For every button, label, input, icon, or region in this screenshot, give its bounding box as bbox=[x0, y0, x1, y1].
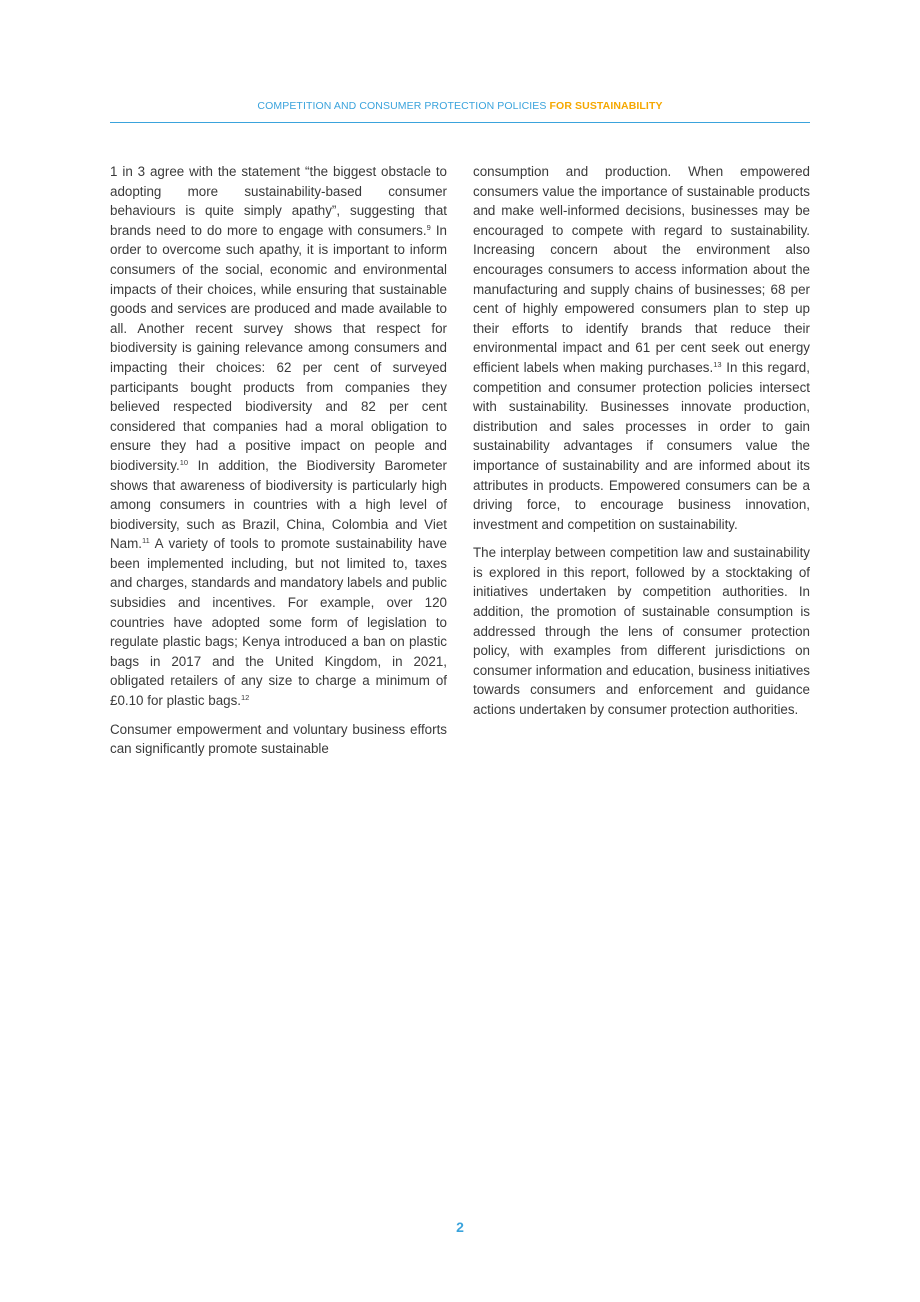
paragraph-text: In this regard, competition and consumer protection policies intersect with sustainability. Businesses innovate production, distribution and sales processes in order to gain sustainability advantages if consumers value the importance of sustainability and are informed about its attributes in products. Empowered consumers can be a driving force, to encourage business innovation, investment and competition on sustainability. bbox=[473, 359, 810, 532]
page-number: 2 bbox=[456, 1219, 464, 1235]
footnote-ref: 10 bbox=[179, 457, 189, 467]
paragraph-text: A variety of tools to promote sustainability have been implemented including, but not limited to, taxes and charges, standards and mandatory labels and public subsidies and incentives. For example, over 120 countries have adopted some form of legislation to regulate plastic bags; Kenya introduced a ban on plastic bags in 2017 and the United Kingdom, in 2021, obligated retailers of any size to charge a minimum of £0.10 for plastic bags. bbox=[110, 536, 447, 709]
paragraph: Consumer empowerment and voluntary business efforts can significantly promote sustainable bbox=[110, 721, 447, 757]
footnote-ref: 11 bbox=[142, 536, 150, 546]
footnote-ref: 12 bbox=[241, 693, 250, 703]
header-divider bbox=[110, 122, 810, 123]
running-header-accent: FOR SUSTAINABILITY bbox=[549, 100, 663, 112]
paragraph-text: In addition, the Biodiversity Barometer shows that awareness of biodiversity is particularly high among consumers in countries with a high level of biodiversity, such as Brazil, China, Colombia and Viet Nam. bbox=[110, 457, 447, 552]
paragraph bbox=[110, 162, 447, 711]
paragraph: The interplay between competition law and sustainability is explored in this report, followed by a stocktaking of initiatives undertaken by competition authorities. In addition, the promotion of sustainable consumption is addressed through the lens of consumer protection policy, with examples from different jurisdictions on consumer information and education, business initiatives towards consumers and enforcement and guidance actions undertaken by consumer protection authorities. bbox=[473, 545, 810, 718]
paragraph-text: consumption and production. When empowered consumers value the importance of sustainable products and make well-informed decisions, businesses may be encouraged to compete with regard to sustainability. Increasing concern about the environment also encourages consumers to access information about the manufacturing and supply chains of businesses; 68 per cent of highly empowered consumers plan to step up their efforts to identify brands that reduce their environmental impact and 61 per cent seek out energy efficient labels when making purchases. bbox=[473, 164, 810, 375]
running-header-title: COMPETITION AND CONSUMER PROTECTION POLICIES bbox=[257, 100, 550, 112]
right-column bbox=[473, 162, 810, 729]
footnote-ref: 13 bbox=[713, 359, 722, 369]
paragraph-text: 1 in 3 agree with the statement “the biggest obstacle to adopting more sustainability-based consumer behaviours is quite simply apathy”, suggesting that brands need to do more to engage with consumers. bbox=[110, 164, 447, 238]
running-header bbox=[110, 99, 810, 113]
footnote-ref: 9 bbox=[426, 222, 431, 232]
paragraph-text: In order to overcome such apathy, it is important to inform consumers of the social, economic and environmental impacts of their choices, while ensuring that sustainable goods and services are produced and made available to all. Another recent survey shows that respect for biodiversity is gaining relevance among consumers and impacting their choices: 62 per cent of surveyed participants bought products from companies they believed respected biodiversity and 82 per cent considered that companies had a moral obligation to ensure they had a positive impact on people and biodiversity. bbox=[110, 222, 447, 473]
paragraph bbox=[473, 162, 810, 534]
left-column bbox=[110, 162, 447, 768]
